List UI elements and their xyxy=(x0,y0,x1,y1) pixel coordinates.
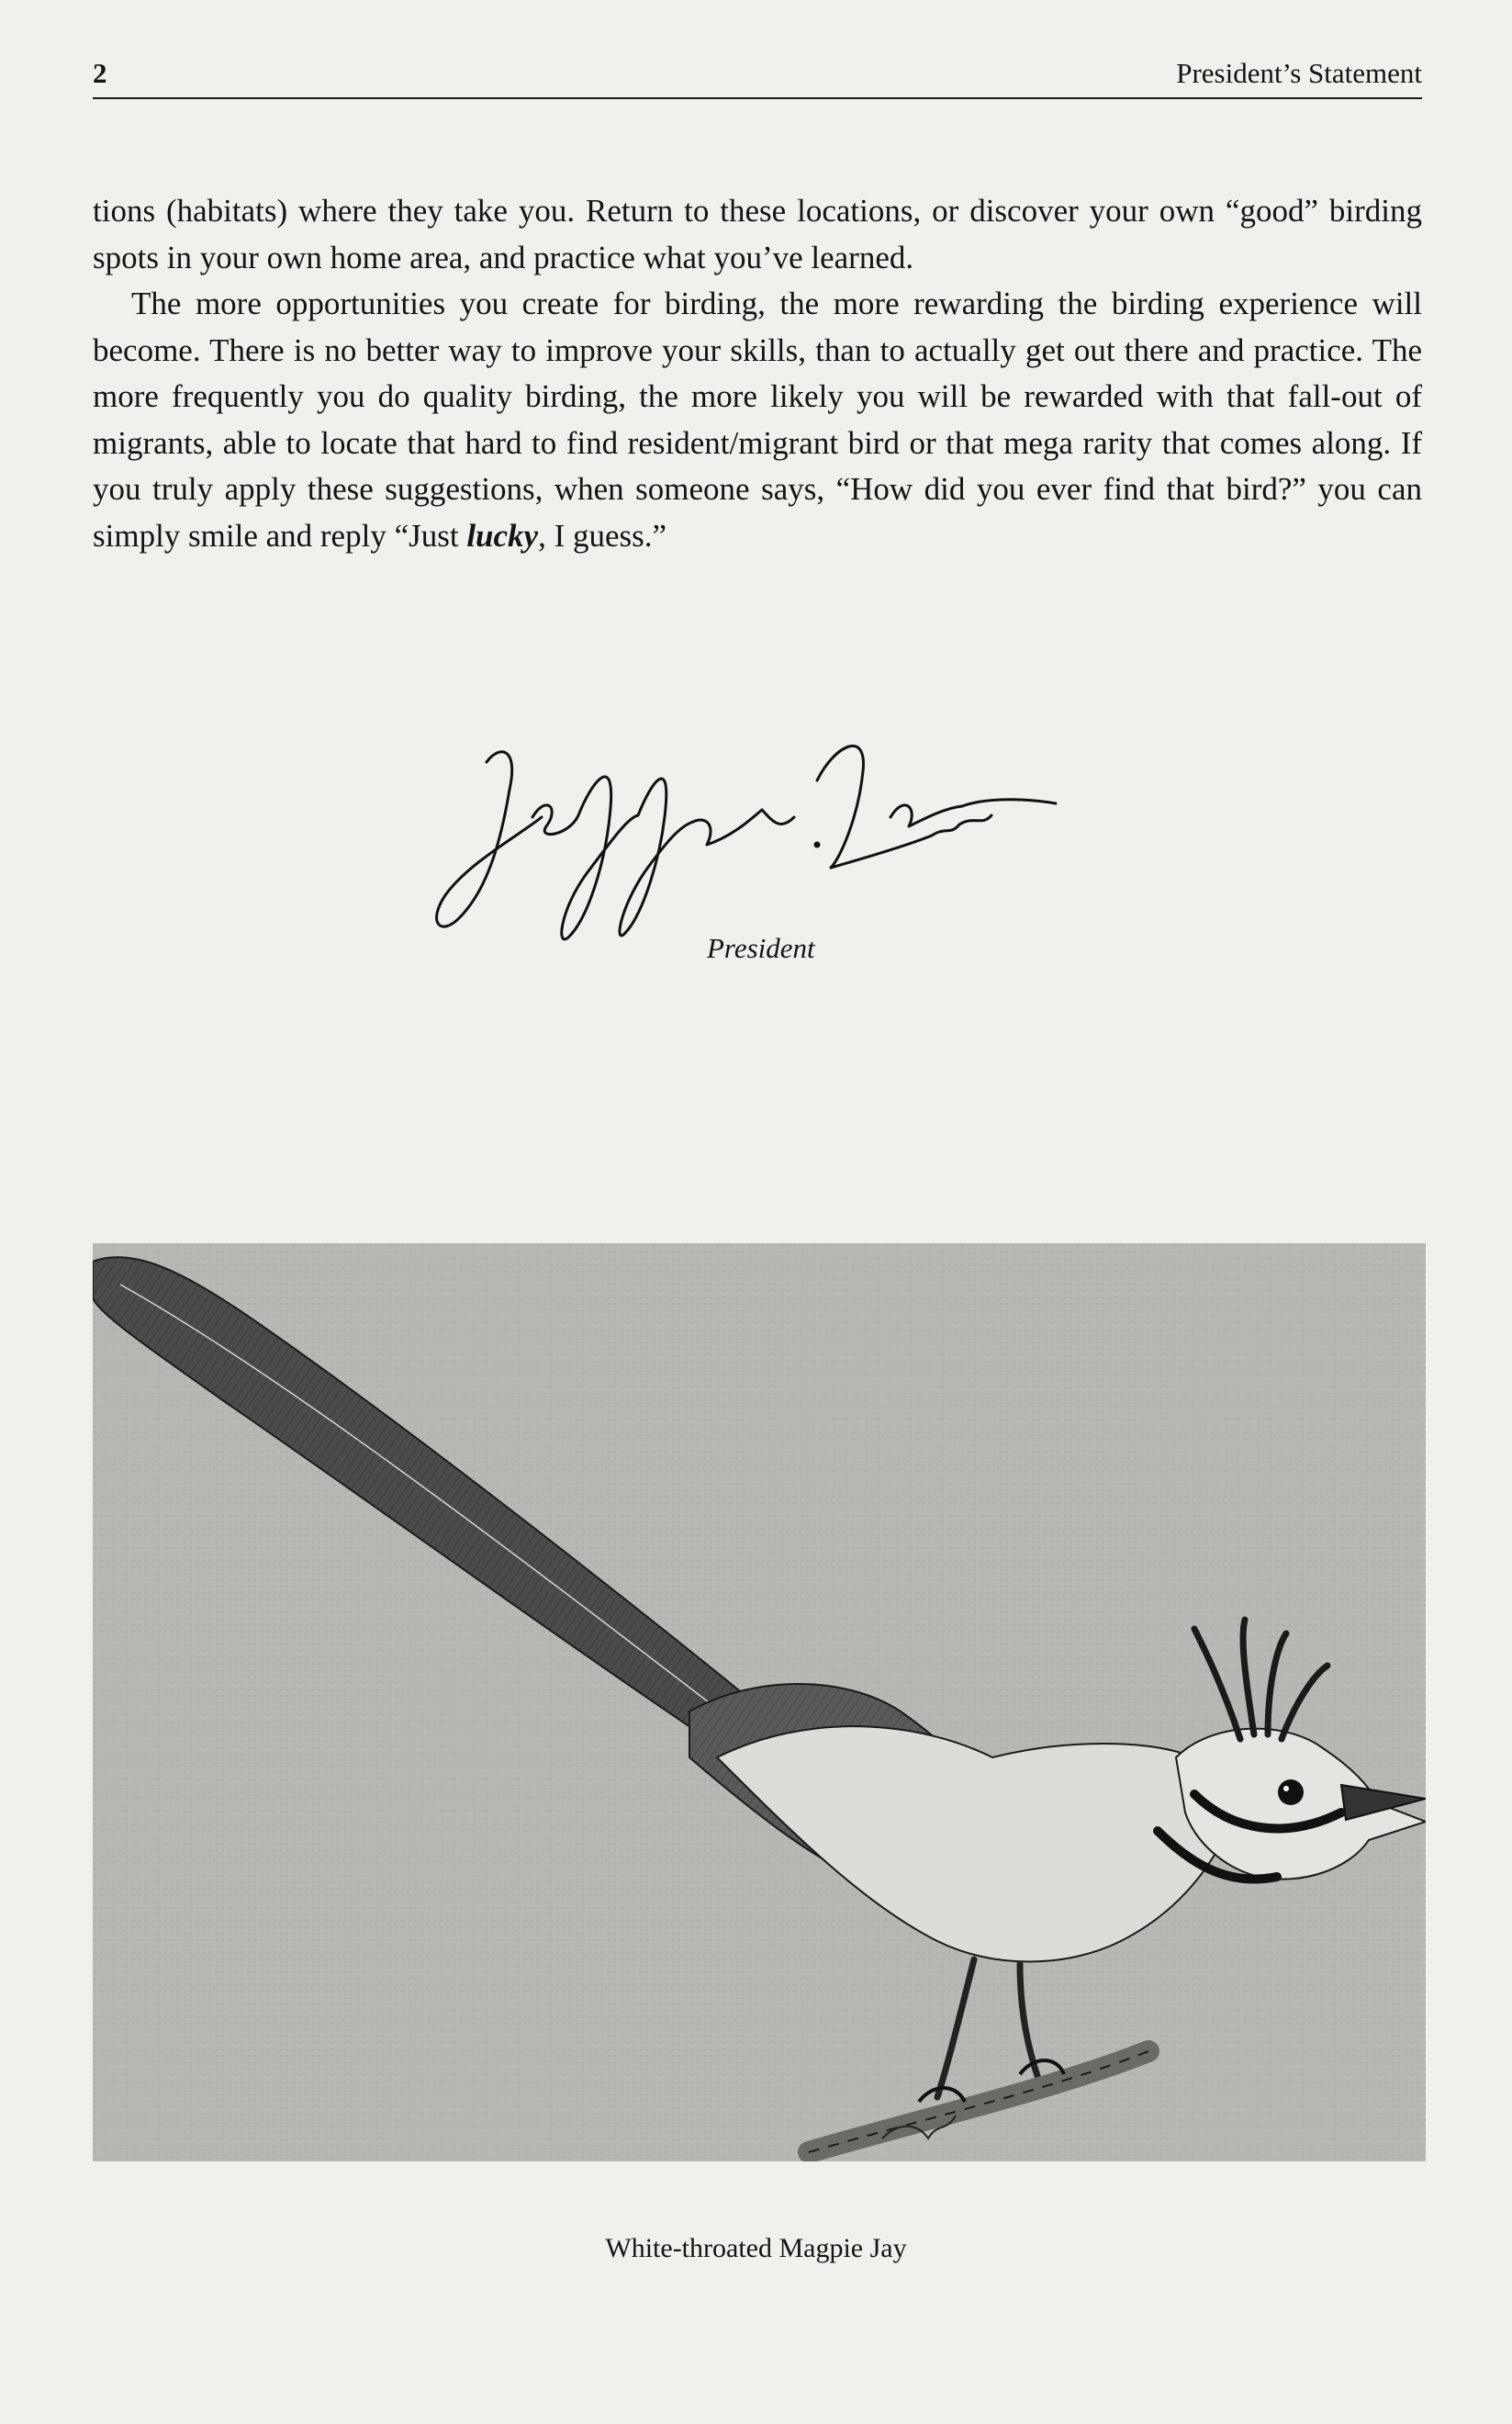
signature-caption: President xyxy=(707,932,815,964)
paragraph-2 xyxy=(93,281,1422,559)
signature-block xyxy=(431,707,1065,982)
paragraph-2-end: , I guess.” xyxy=(538,517,667,554)
paragraph-1: tions (habitats) where they take you. Return to these locations, or discover your own “good” birding spots in your own home area, and practice what you’ve learned. xyxy=(93,193,1422,275)
paragraph-2-emphasis: lucky xyxy=(466,517,539,554)
paragraph-2-text: The more opportunities you create for birding, the more rewarding the birding experience will become. There is no better way to improve your skills, than to actually get out there and practice. The more frequently you do quality birding, the more likely you will be rewarded with that fall-out of migrants, able to locate that hard to find resident/migrant bird or that mega rarity that comes along. If you truly apply these suggestions, when someone says, “How did you ever find that bird?” you can simply smile and reply “Just xyxy=(93,286,1422,554)
running-head xyxy=(93,57,1422,99)
figure-caption: White-throated Magpie Jay xyxy=(605,2233,907,2263)
body-text xyxy=(93,188,1422,559)
magpie-jay-illustration xyxy=(93,1243,1426,2161)
section-title: President’s Statement xyxy=(1176,57,1422,89)
page-number: 2 xyxy=(93,57,107,89)
illustration-figure xyxy=(93,1243,1426,2161)
bird-eye xyxy=(1278,1779,1304,1805)
